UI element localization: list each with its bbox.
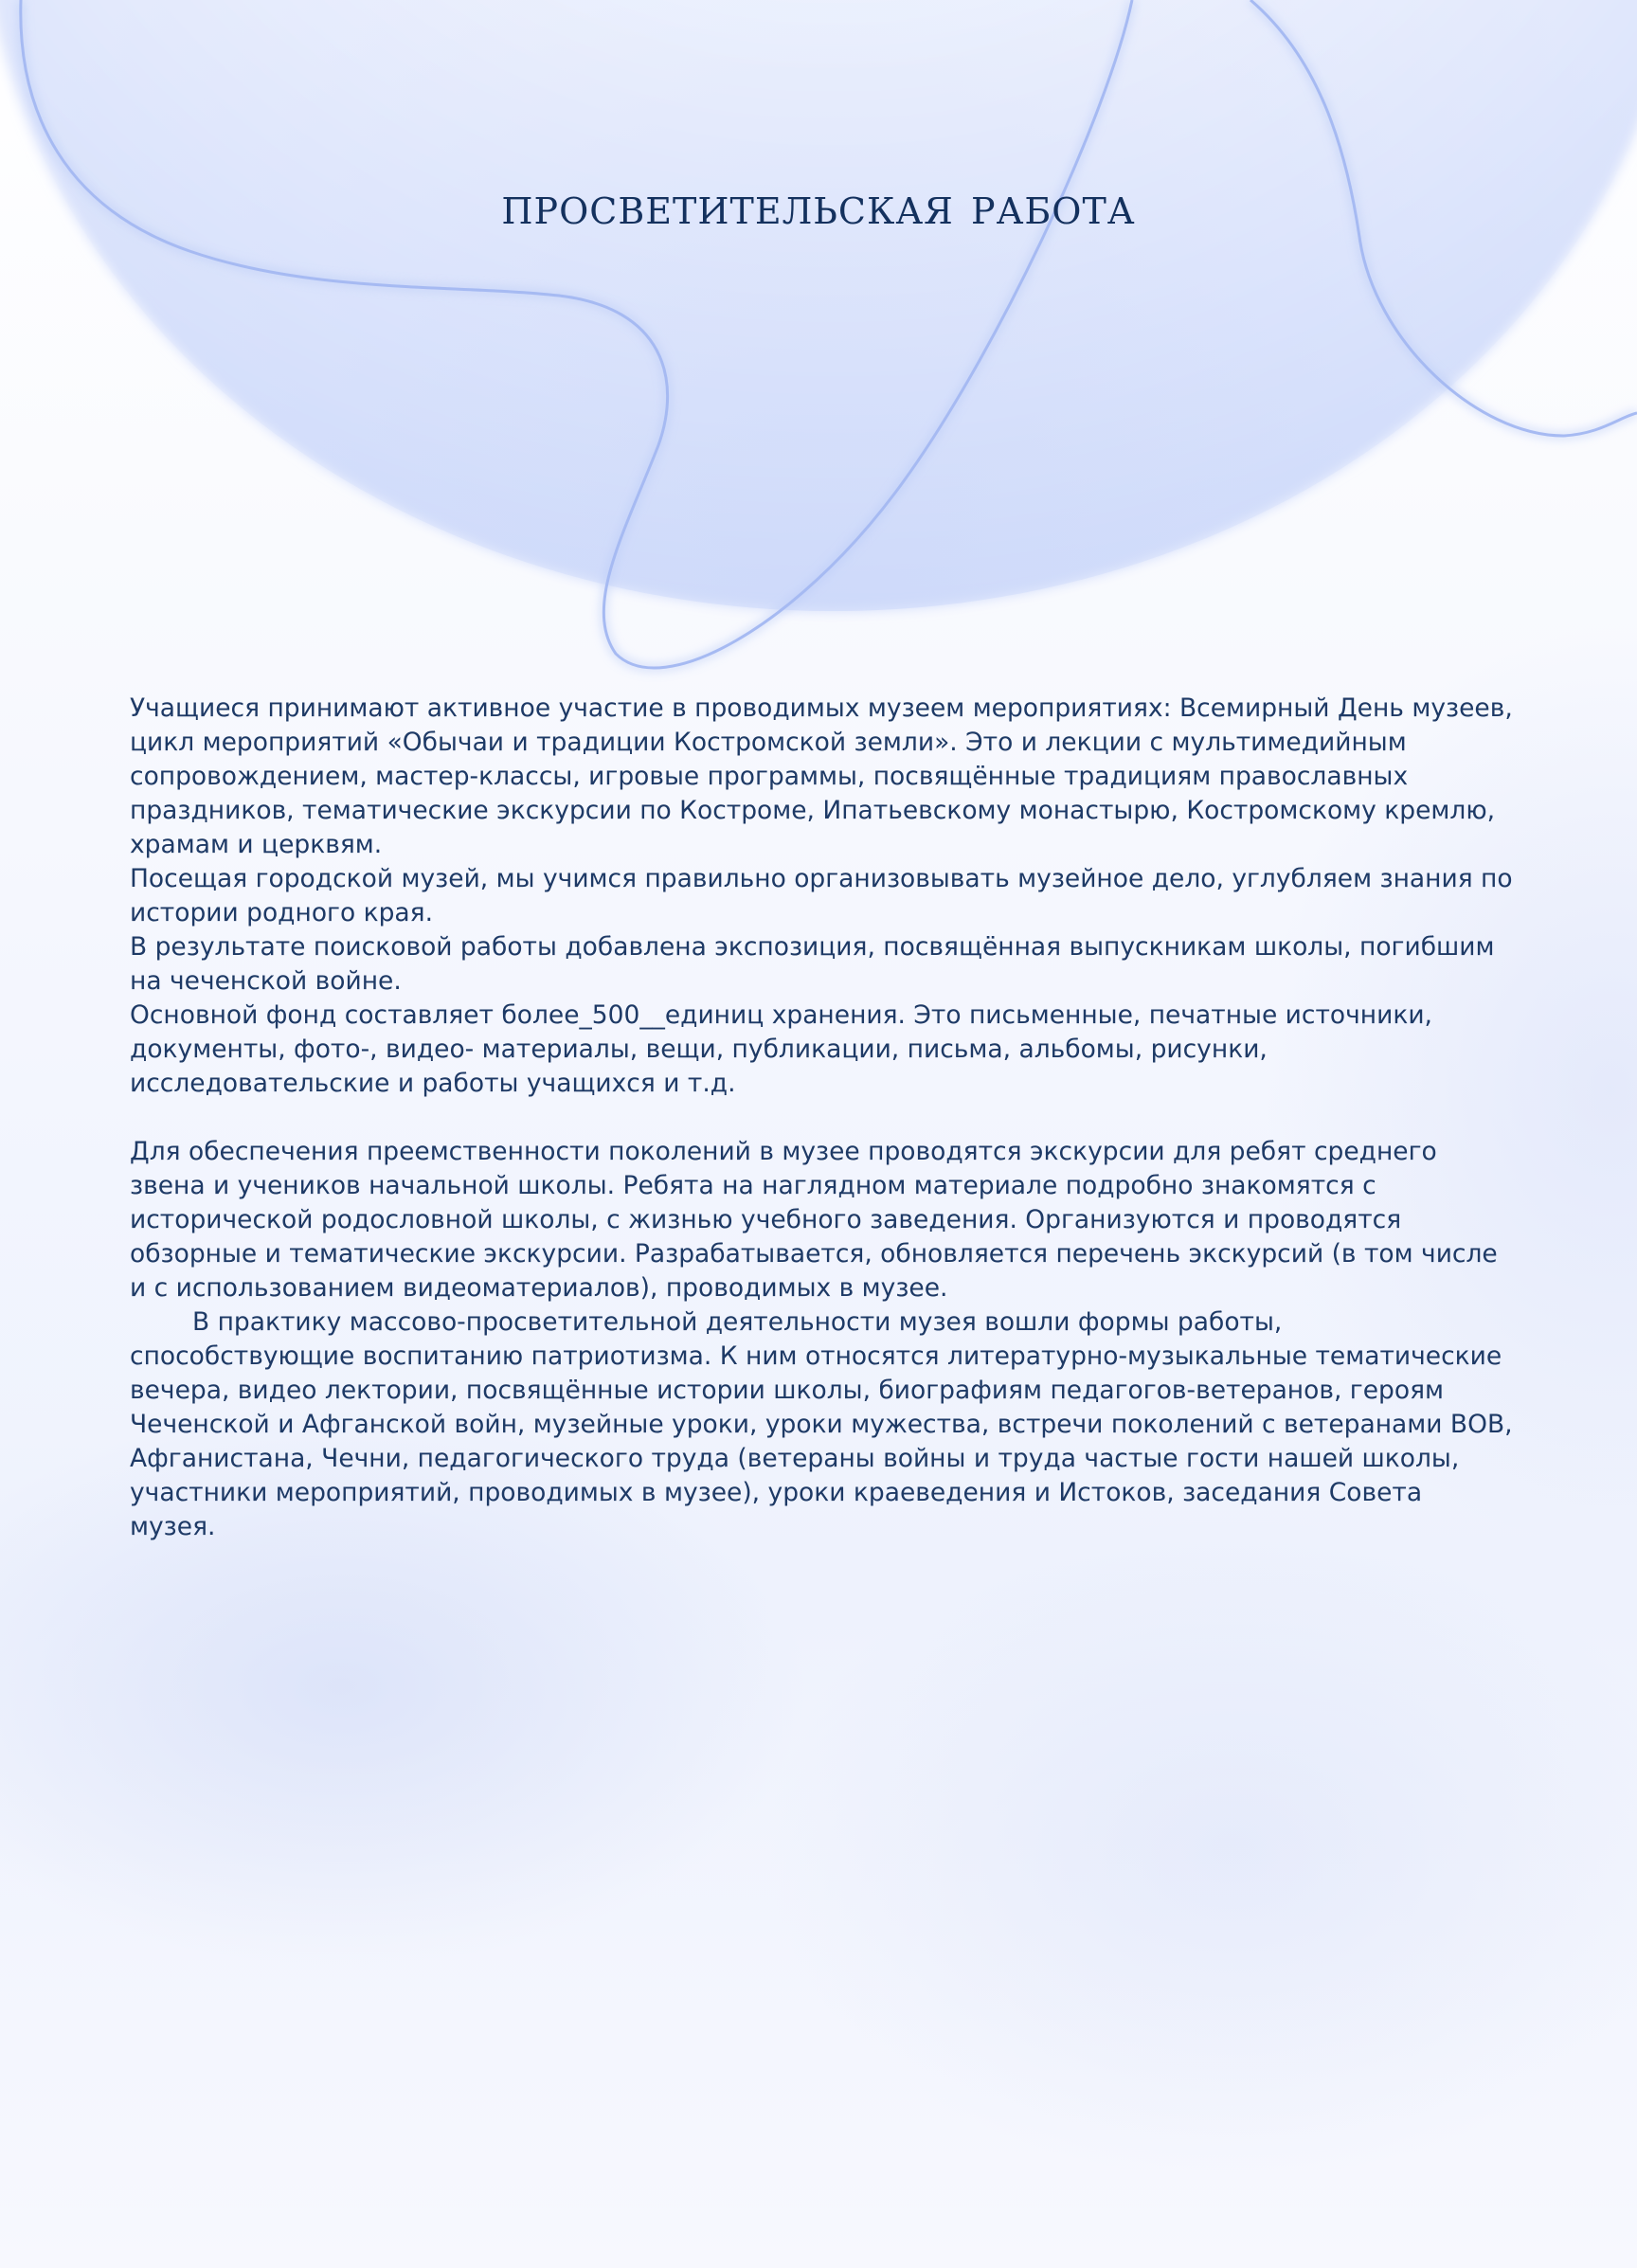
paragraph-spacer <box>130 1101 1513 1135</box>
paragraph-patriotism: В практику массово-просветительной деятельности музея вошли формы работы, способствующие воспитанию патриотизма. К ним относятся литературно-музыкальные тематические вечера, видео лектории, посвящённые истории школы, биографиям педагогов-ветеранов, героям Чеченской и Афганской войн, музейные уроки, уроки мужества, встречи поколений с ветеранами ВОВ, Афганистана, Чечни, педагогического труда (ветераны войны и труда частые гости нашей школы, участники мероприятий, проводимых в музее), уроки краеведения и Истоков, заседания Совета музея. <box>130 1307 1513 1541</box>
paragraph-main-fund: Основной фонд составляет более_500__единиц хранения. Это письменные, печатные источники, документы, фото-, видео- материалы, вещи, публикации, письма, альбомы, рисунки, исследовательские и работы учащихся и т.д. <box>130 1000 1432 1098</box>
paragraph-activities: Учащиеся принимают активное участие в проводимых музеем мероприятиях: Всемирный День музеев, цикл мероприятий «Обычаи и традиции Костромской земли». Это и лекции с мультимедийным сопровождением, мастер-классы, игровые программы, посвящённые традициям православных праздников, тематические экскурсии по Костроме, Ипатьевскому монастырю, Костромскому кремлю, храмам и церквям. <box>130 693 1513 859</box>
paragraph-city-museum: Посещая городской музей, мы учимся правильно организовывать музейное дело, углубляем знания по истории родного края. <box>130 864 1513 927</box>
page-title: просветительская работа <box>501 176 1136 236</box>
paragraph-generations: Для обеспечения преемственности поколений в музее проводятся экскурсии для ребят среднего звена и учеников начальной школы. Ребята на наглядном материале подробно знакомятся с исторической родословной школы, с жизнью учебного заведения. Организуются и проводятся обзорные и тематические экскурсии. Разрабатывается, обновляется перечень экскурсий (в том числе и с использованием видеоматериалов), проводимых в музее. <box>130 1137 1498 1303</box>
paragraph-search-work: В результате поисковой работы добавлена экспозиция, посвящённая выпускникам школы, погибшим на чеченской войне. <box>130 932 1495 996</box>
body-text <box>130 692 1513 1544</box>
